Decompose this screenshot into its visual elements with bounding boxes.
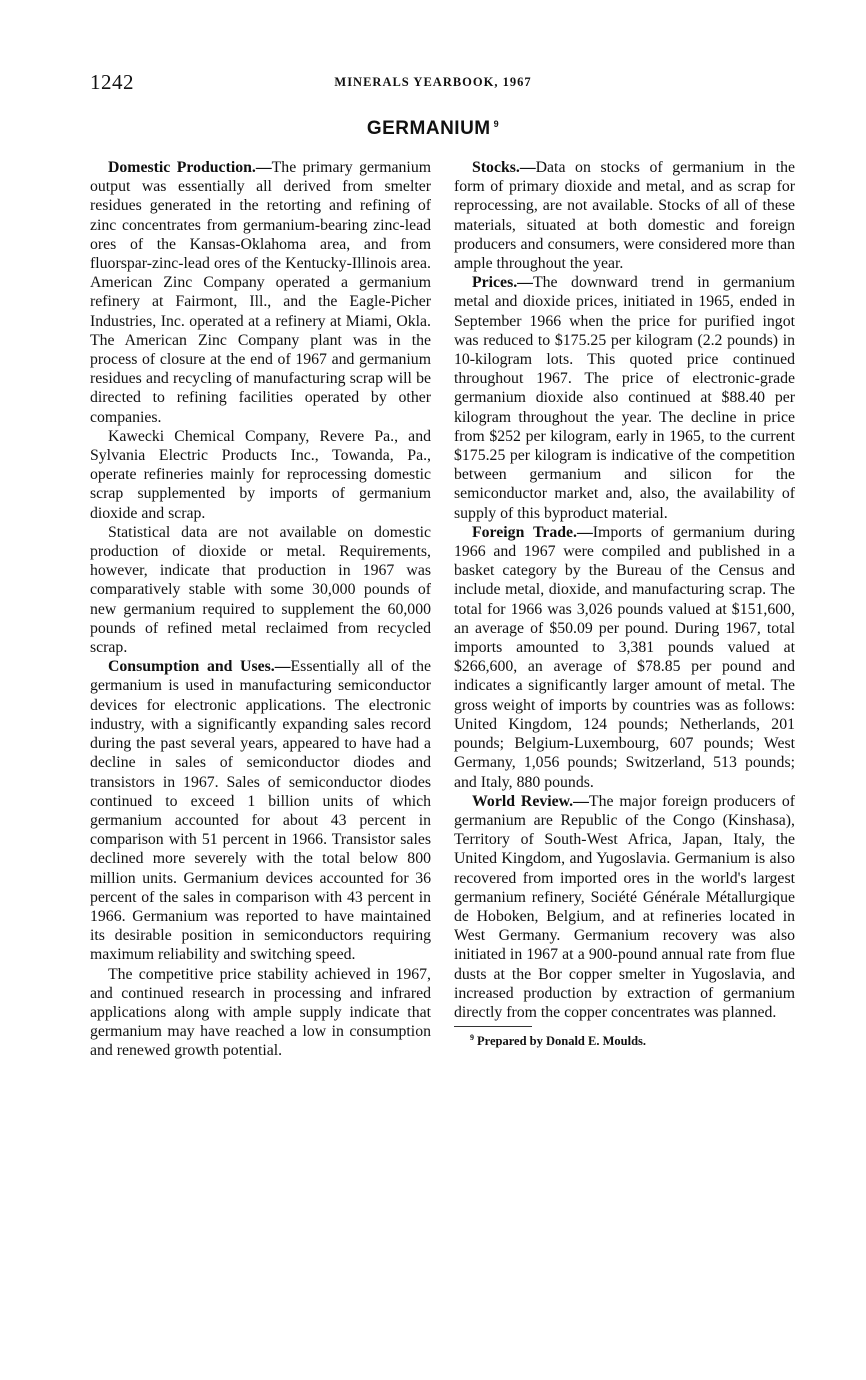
- paragraph-text: The primary germanium output was essentially all derived from smelter residues generated in the retorting and refining of zinc concentrates from germanium-bearing zinc-lead ores of the Kansas-Oklahoma area, and from fluorspar-zinc-lead ores of the Kentucky-Illinois area. American Zinc Company operated a germanium refinery at Fairmont, Ill., and the Eagle-Picher Industries, Inc. operated at a refinery at Miami, Okla. The American Zinc Company plant was in the process of closure at the end of 1967 and germanium residues and recycling of manufacturing scrap will be directed to refining facilities operated by other companies.: [90, 159, 432, 426]
- footnote-mark: 9: [470, 1033, 474, 1043]
- paragraph-statistics: [90, 523, 431, 657]
- paragraph-heading: Prices.—: [472, 274, 533, 292]
- footnote: [454, 1030, 795, 1049]
- right-column: [454, 158, 795, 1049]
- paragraph-world-review: [454, 792, 795, 1022]
- paragraph-text: The downward trend in germanium metal and dioxide prices, initiated in 1965, ended in September 1966 when the price for purified ingot was reduced to $175.25 per kilogram (2.2 pounds) in 10-kilogram lots. This quoted price continued throughout 1967. The price of electronic-grade germanium dioxide also continued at $88.40 per kilogram throughout the year. The decline in price from $252 per kilogram, early in 1965, to the current $175.25 per kilogram is indicative of the competition between germanium and silicon for the semiconductor market and, also, the availability of supply of this byproduct material.: [454, 274, 795, 522]
- section-title: [0, 118, 866, 140]
- paragraph-heading: Stocks.—: [472, 159, 536, 176]
- page-number: 1242: [90, 70, 134, 94]
- paragraph-heading: Foreign Trade.—: [472, 523, 593, 541]
- paragraph-price-stability: [90, 965, 431, 1061]
- paragraph-domestic-production: [90, 158, 431, 427]
- paragraph-text: Statistical data are not available on domestic production of dioxide or metal. Requirements, however, indicate that production in 1967 was comparatively stable with some 30,000 pounds of new germanium required to supplement the 60,000 pounds of refined metal reclaimed from recycled scrap.: [90, 523, 431, 657]
- paragraph-text: Essentially all of the germanium is used in manufacturing semiconductor devices for electronic applications. The electronic industry, with a significantly expanding sales record during the past several years, appeared to have had a decline in sales of semiconductor diodes and transistors in 1967. Sales of semiconductor diodes continued to exceed 1 billion units of which germanium accounted for about 43 percent in comparison with 51 percent in 1966. Transistor sales declined more severely with the total below 800 million units. Germanium devices accounted for 36 percent of the sales in comparison with 43 percent in 1966. Germanium was reported to have maintained its desirable position in semiconductors requiring maximum reliability and switching speed.: [90, 658, 431, 964]
- paragraph-text: Imports of germanium during 1966 and 1967 were compiled and published in a basket category by the Bureau of the Census and include metal, dioxide, and manufacturing scrap. The total for 1966 was 3,026 pounds valued at $151,600, an average of $50.09 per pound. During 1967, total imports amounted to 3,381 pounds valued at $266,600, an average of $78.85 per pound and indicates a significantly larger amount of metal. The gross weight of imports by countries was as follows: United Kingdom, 124 pounds; Netherlands, 201 pounds; Belgium-Luxembourg, 607 pounds; West Germany, 1,056 pounds; Switzerland, 513 pounds; and Italy, 880 pounds.: [454, 523, 795, 791]
- footnote-text: Prepared by Donald E. Moulds.: [477, 1034, 647, 1049]
- paragraph-text: The competitive price stability achieved in 1967, and continued research in processing and infrared applications along with ample supply indicate that germanium may have reached a low in consumption and renewed growth potential.: [90, 965, 431, 1060]
- title-footnote-mark: 9: [493, 118, 500, 129]
- footnote-divider: [454, 1026, 532, 1027]
- left-column: [90, 158, 431, 1061]
- paragraph-consumption-uses: [90, 657, 431, 964]
- paragraph-foreign-trade: [454, 523, 795, 792]
- paragraph-heading: World Review.—: [472, 792, 589, 810]
- paragraph-refineries: [90, 427, 431, 523]
- paragraph-stocks: [454, 158, 795, 273]
- paragraph-text: Kawecki Chemical Company, Revere Pa., and Sylvania Electric Products Inc., Towanda, Pa., operate refineries mainly for reprocessing domestic scrap supplemented by imports of germanium dioxide and scrap.: [90, 427, 431, 522]
- paragraph-text: The major foreign producers of germanium are Republic of the Congo (Kinshasa), Territory of South-West Africa, Japan, Italy, the United Kingdom, and Yugoslavia. Germanium is also recovered from imported ores in the world's largest germanium refinery, Société Générale Métallurgique de Hoboken, Belgium, and at refineries located in West Germany. Germanium recovery was also initiated in 1967 at a 900-pound annual rate from flue dusts at the Bor copper smelter in Yugoslavia, and increased production by extraction of germanium directly from the copper concentrates was planned.: [454, 792, 795, 1021]
- paragraph-text: Data on stocks of germanium in the form of primary dioxide and metal, and as scrap for reprocessing, are not available. Stocks of all of these materials, situated at both domestic and foreign producers and consumers, were considered more than ample throughout the year.: [454, 159, 795, 273]
- running-head: MINERALS YEARBOOK, 1967: [334, 75, 532, 89]
- section-title-text: GERMANIUM: [366, 118, 491, 139]
- paragraph-heading: Consumption and Uses.—: [108, 658, 291, 676]
- paragraph-heading: Domestic Production.—: [108, 159, 272, 176]
- paragraph-prices: [454, 273, 795, 523]
